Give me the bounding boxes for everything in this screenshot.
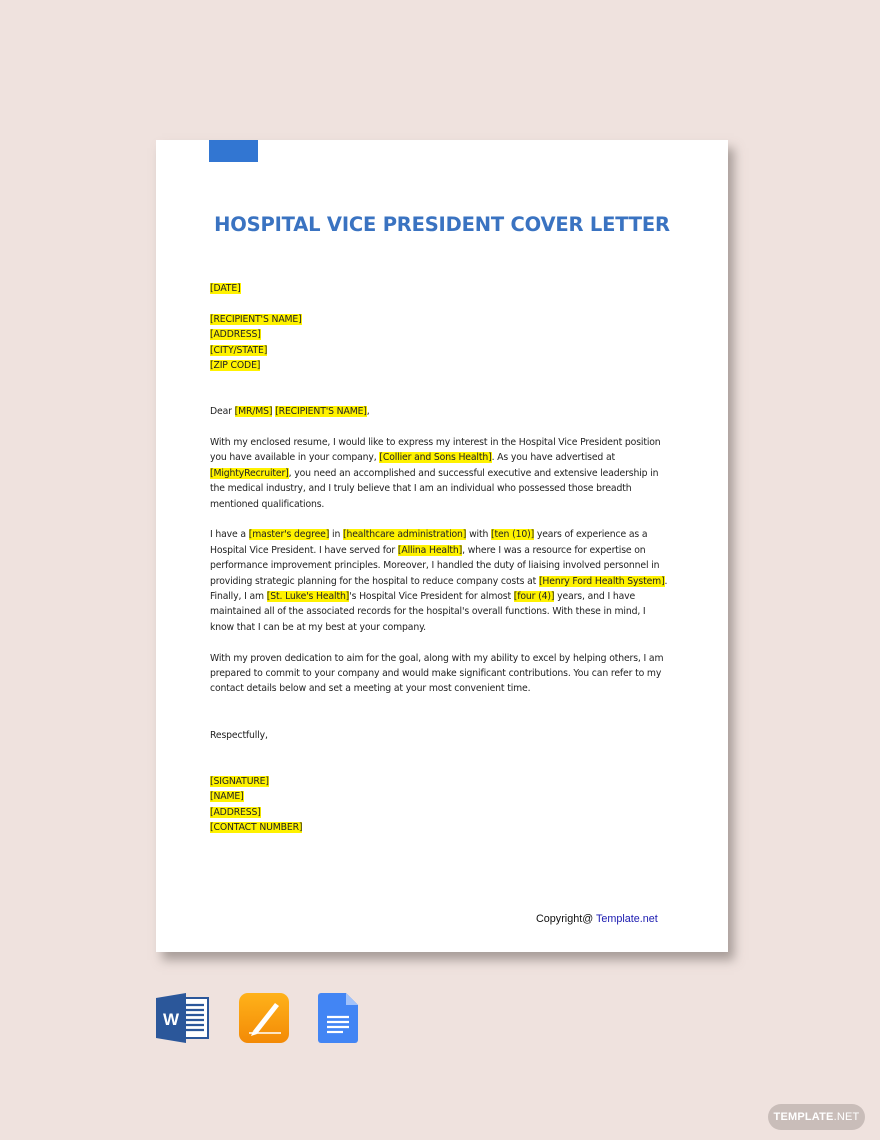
job-board-placeholder: [MightyRecruiter]	[210, 467, 289, 479]
paragraph-experience: I have a [master's degree] in [healthcare administration] with [ten (10)] years of experience as a Hospital Vice President. I have served for [Allina Health], where I was a resource for expertise on performance improvement principles. Moreover, I handled the duty of liaising involved personnel in providing strategic planning for the hospital to reduce company costs at [Henry Ford Health System]. Finally, I am [St. Luke's Health]'s Hospital Vice President for almost [four (4)] years, and I have maintained all of the associated records for the hospital's overall functions. With these in mind, I know that I can be at my best at your company.	[210, 529, 668, 633]
recipient-city-state-placeholder: [CITY/STATE]	[210, 344, 268, 356]
degree-placeholder: [master's degree]	[248, 529, 330, 541]
svg-text:W: W	[162, 1010, 180, 1029]
company-placeholder: [Collier and Sons Health]	[379, 452, 492, 464]
recipient-name-placeholder: [RECIPIENT'S NAME]	[210, 313, 302, 325]
recipient-address-placeholder: [ADDRESS]	[210, 329, 261, 341]
template-net-watermark: TEMPLATE.NET	[768, 1104, 865, 1130]
employer1-placeholder: [Allina Health]	[397, 544, 463, 556]
google-docs-icon[interactable]	[318, 993, 358, 1048]
name-placeholder: [NAME]	[210, 791, 244, 803]
date-placeholder: [DATE]	[210, 283, 241, 294]
signature-placeholder: [SIGNATURE]	[210, 775, 269, 787]
word-icon[interactable]	[156, 993, 210, 1048]
signature-block	[210, 774, 670, 836]
accent-bar	[209, 140, 258, 162]
closing: Respectfully,	[210, 729, 268, 741]
pages-icon[interactable]	[239, 993, 289, 1048]
date-line	[210, 281, 670, 296]
document-page	[156, 140, 728, 952]
letter-body	[210, 281, 670, 836]
copyright: Copyright@ Template.net	[536, 913, 658, 925]
address-placeholder: [ADDRESS]	[210, 806, 261, 818]
paragraph-closing: With my proven dedication to aim for the goal, along with my ability to excel by helping others, I am prepared to commit to your company and would make significant contributions. You can refer to my contact details below and set a meeting at your most convenient time.	[210, 652, 664, 695]
employer3-placeholder: [St. Luke's Health]	[266, 591, 350, 603]
years2-placeholder: [four (4)]	[513, 591, 555, 603]
employer2-placeholder: [Henry Ford Health System]	[538, 575, 665, 587]
contact-number-placeholder: [CONTACT NUMBER]	[210, 822, 303, 834]
recipient-block	[210, 312, 670, 374]
template-net-link[interactable]: Template.net	[595, 913, 658, 925]
field-placeholder: [healthcare administration]	[343, 529, 467, 541]
years-placeholder: [ten (10)]	[491, 529, 535, 541]
salutation-title-placeholder: [MR/MS]	[234, 406, 273, 418]
salutation-name-placeholder: [RECIPIENT'S NAME]	[275, 406, 367, 418]
document-title: HOSPITAL VICE PRESIDENT COVER LETTER	[214, 213, 670, 236]
recipient-zip-placeholder: [ZIP CODE]	[210, 360, 261, 372]
paragraph-intro: With my enclosed resume, I would like to express my interest in the Hospital Vice President position you have available in your company, [Collier and Sons Health]. As you have advertised at [MightyRecruiter], you need an accomplished and successful executive and extensive leadership in the medical industry, and I truly believe that I am an individual who possessed those breadth mentioned qualifications.	[210, 437, 661, 510]
salutation: Dear [MR/MS] [RECIPIENT'S NAME],	[210, 406, 370, 418]
